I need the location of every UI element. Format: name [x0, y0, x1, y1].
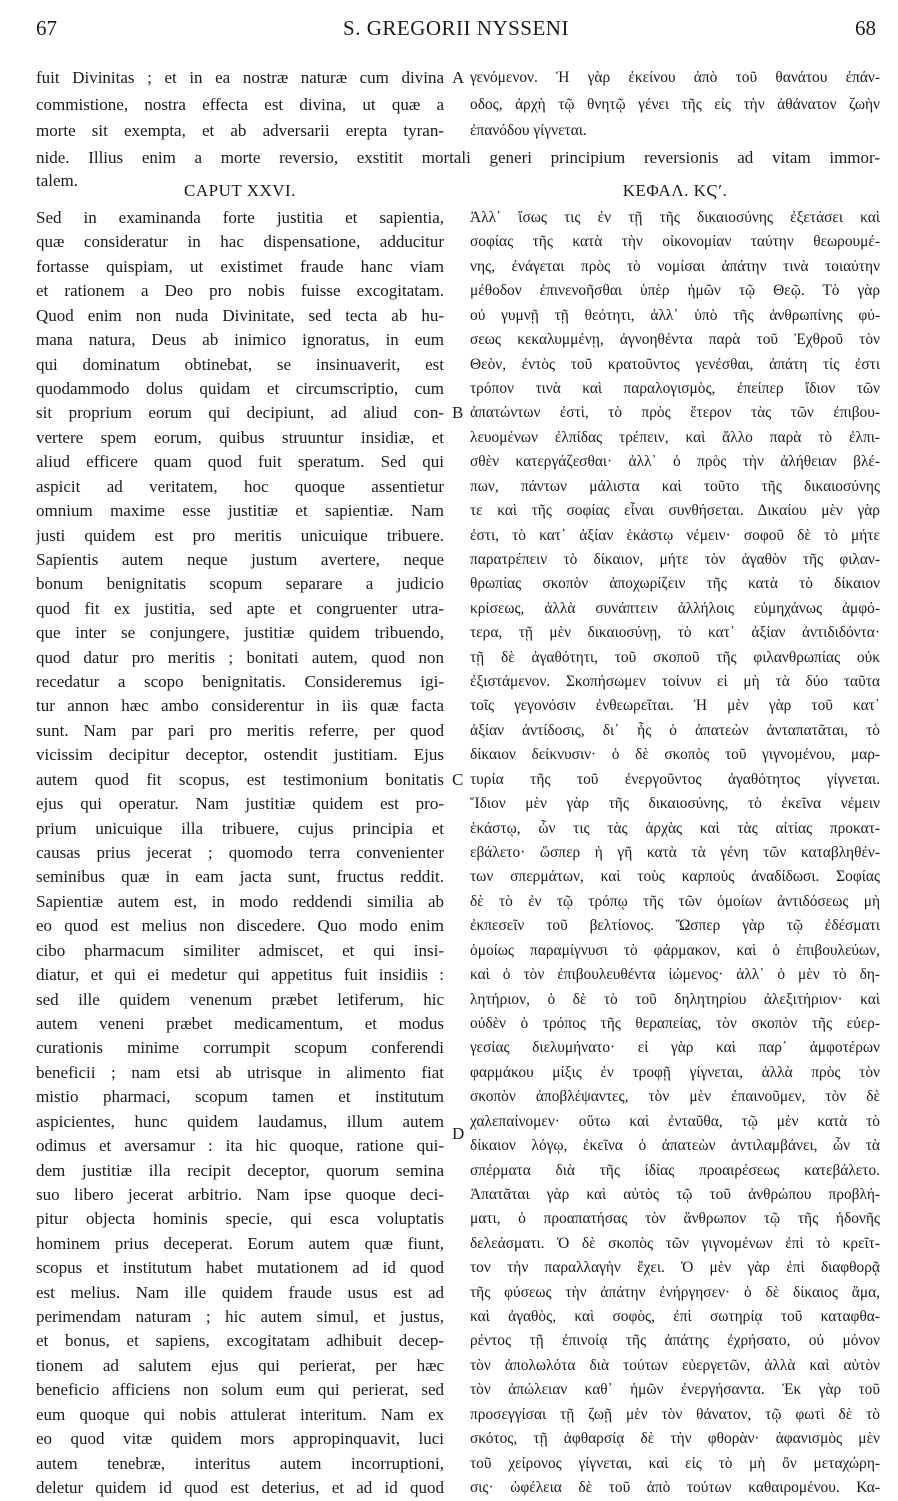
greek-line: οδος, ἀρχὴ τῷ θνητῷ γένει τῆς εἰς τὴν ἀθάνατον ζωὴν	[470, 95, 880, 113]
latin-line: justi quidem est pro meritis unicuique tribuere.	[36, 525, 444, 545]
latin-line: commistione, nostra effecta est divina, ut quæ a	[36, 94, 444, 114]
latin-line: quæ consideratur in hac dispensatione, adducitur	[36, 232, 444, 252]
greek-line: ρέντος τῇ ἐπινοίᾳ τῆς ἀπάτης ἐχρήσατο, οὐ μόνον	[470, 1332, 880, 1350]
greek-line: σκότος, τῇ ἀφθαρσίᾳ δὲ τὴν φθορὰν· ἀφανισμὸς μὲν	[470, 1430, 880, 1448]
greek-line: χαλεπαίνομεν· οὕτω καὶ ἐνταῦθα, τῷ μὲν κατὰ τὸ	[470, 1112, 880, 1130]
greek-line: σις· ὠφέλεια δὲ τοῦ ἀπὸ τούτων καθαιρομένου. Κα-	[470, 1479, 880, 1496]
latin-line: cibo pharmacum similiter admiscet, et qui insi-	[36, 940, 444, 960]
latin-line: scopus et institutum habet mutationem ad id quod	[36, 1258, 444, 1278]
latin-line: sunt. Nam par pari pro meritis referre, per quod	[36, 720, 444, 740]
latin-line: nide. Illius enim a morte reversio, exstitit mortali generi principium reversionis ad vitam immor-	[36, 147, 880, 167]
latin-line: qui dominatum obtinebat, se insinuaverit, est	[36, 354, 444, 374]
greek-line: δίκαιον δείκνυσιν· ὁ δὲ σκοπὸς τοῦ γιγνομένου, μαρ-	[470, 746, 880, 764]
greek-line: κρίσεως, ἀλλὰ συνάπτειν ἀλλήλοις εὐμηχάνως ἀμφό-	[470, 599, 880, 617]
latin-line: mistio pharmaci, scopum tamen et institutum	[36, 1087, 444, 1107]
greek-line: πων, πάντων μάλιστα καὶ τοῦτο τῆς δικαιοσύνης	[470, 477, 880, 495]
latin-line: et bonus, et sapiens, excogitatam adhibuit decep-	[36, 1331, 444, 1351]
greek-line: τὸν ἀπώλειαν καθ᾽ ἡμῶν ἐνεργήσαντα. Ἐκ γὰρ τοῦ	[470, 1381, 880, 1399]
latin-line: aspicientes, hunc quidem laudamus, illum autem	[36, 1111, 444, 1131]
greek-line: δὲ τὸ ἐν τῷ τρόπῳ τῆς τῶν ὁμοίων ἀντιδόσεως μὴ	[470, 892, 880, 910]
greek-line: τοῦ χείρονος γίγνεται, καὶ εἰς τὸ μὴ ὂν μεταχώρη-	[470, 1454, 880, 1472]
latin-line: dem justitiæ illa recipit deceptor, quorum semina	[36, 1160, 444, 1180]
running-title: S. GREGORII NYSSENI	[343, 16, 569, 40]
greek-line: λευομένων ἐλπίδας τρέπειν, καὶ ἄλλο παρὰ τὸ ἐλπι-	[470, 428, 880, 446]
greek-line: ἀξίαν ἀντίδοσις, δι᾽ ἧς ὁ ἀπατεὼν ἀνταπατᾶται, τὸ	[470, 721, 880, 739]
greek-line: σεως κεκαλυμμένῃ, ἀγνοηθέντα παρὰ τοῦ Ἐχθροῦ τὸν	[470, 331, 880, 349]
latin-line: autem quod fit scopus, est testimonium bonitatis	[36, 769, 444, 789]
latin-line: tionem ad salutem ejus qui perierat, per hæc	[36, 1355, 444, 1375]
greek-line: των σπερμάτων, καὶ τοὺς καρποὺς ἀναδίδωσι. Σοφίας	[470, 868, 880, 886]
greek-line: θρωπίας σκοπὸν ἀποχωρίζειν τῆς κατὰ τὸ δίκαιον	[470, 575, 880, 593]
greek-line: τὸν ἀπολωλότα διὰ τούτων εὐεργετῶν, ἀλλὰ καὶ αὐτὸν	[470, 1356, 880, 1374]
latin-line: aliud efficere quam quod fuit speratum. Sed qui	[36, 452, 444, 472]
latin-line: sit proprium eorum qui decipiunt, ad aliud con-	[36, 403, 444, 423]
latin-line: seminibus quæ in eam jacta sunt, fructus reddit.	[36, 867, 444, 887]
page-number-right: 68	[855, 16, 876, 40]
greek-line: Θεὸν, ἐντὸς τοῦ κρατοῦντος γενέσθαι, ἀπάτη τίς ἐστι	[470, 355, 880, 373]
greek-line: καὶ ἀγαθὸς, καὶ σοφὸς, ἐπὶ σωτηρίᾳ τοῦ καταφθα-	[470, 1308, 880, 1326]
greek-line: σθὲν κατεργάζεσθαι· ἀλλ᾽ ὁ πρὸς τὴν ἀλήθειαν βλέ-	[470, 453, 880, 471]
latin-line: fuit Divinitas ; et in ea nostræ naturæ cum divina	[36, 68, 444, 87]
latin-line: talem.	[36, 170, 79, 190]
greek-line: σπέρματα διὰ τῆς ἰδίας προαιρέσεως κατεβάλετο.	[470, 1161, 880, 1179]
greek-line: οὐδὲν ὁ τρόπος τῆς θεραπείας, τὸν σκοπὸν τῆς εὐερ-	[470, 1014, 880, 1032]
page-number-left: 67	[36, 16, 57, 40]
latin-line: hominem prius deceperat. Eorum autem quæ fiunt,	[36, 1233, 444, 1253]
greek-line: τρόπον τινὰ καὶ παραλογισμὸς, ἐπείπερ ἴδιον τῶν	[470, 379, 880, 397]
latin-line: beneficio afficiens non solum eum qui perierat, sed	[36, 1380, 444, 1400]
greek-line: γεσίας διελυμήνατο· εἰ γὰρ καὶ παρ᾽ ἀμφοτέρων	[470, 1039, 880, 1057]
greek-line: τον τὴν παραλλαγὴν ἔχει. Ὁ μὲν γὰρ ἐπὶ διαφθορᾷ	[470, 1259, 880, 1277]
greek-line: τοῖς γεγονόσιν ἐνθεωρεῖται. Ἡ μὲν γὰρ τοῦ κατ᾽	[470, 697, 880, 715]
greek-line: παρατρέπειν τὸ δίκαιον, μήτε τὸν ἀγαθὸν τῆς φιλαν-	[470, 550, 880, 568]
latin-line: bonum benignitatis scopum separare a judicio	[36, 574, 444, 594]
greek-line: τερα, τῇ μὲν δικαιοσύνῃ, τὸ κατ᾽ ἀξίαν ἀντιδιδόντα·	[470, 624, 880, 642]
latin-line: eo quod est melius non discedere. Quo modo enim	[36, 916, 444, 936]
latin-line: eo quod vitæ quidem mors appropinquavit, luci	[36, 1429, 444, 1449]
greek-line: Ἴδιον μὲν γὰρ τῆς δικαιοσύνης, τὸ ἐκεῖνα νέμειν	[470, 795, 880, 813]
greek-line: οὐ γυμνῇ τῇ θεότητι, ἀλλ᾽ ὑπὸ τῆς ἀνθρωπίνης φύ-	[470, 306, 880, 324]
greek-line: δελεάσματι. Ὁ δὲ σκοπὸς τῶν γιγνομένων ἐπὶ τὸ κρεῖτ-	[470, 1234, 880, 1252]
latin-line: vicissim decipitur deceptor, ostendit justitiam. Ejus	[36, 745, 444, 765]
greek-line: ὁμοίως παραμίγνυσι τὸ φάρμακον, καὶ ὁ ἐπιβουλεύων,	[470, 941, 880, 959]
margin-marker: A	[452, 68, 465, 87]
greek-line: γενόμενον. Ἡ γὰρ ἐκείνου ἀπὸ τοῦ θανάτου ἐπάν-	[470, 69, 880, 86]
latin-line: curationis minime corrumpit scopum conferendi	[36, 1038, 444, 1058]
latin-line: quod datur pro meritis ; bonitati autem, quod non	[36, 647, 444, 667]
latin-line: recedatur a scopo benignitatis. Consideremus igi-	[36, 672, 444, 692]
latin-line: ejus qui operatur. Nam justitiæ quidem est pro-	[36, 794, 444, 814]
latin-line: aspicit ad veritatem, hoc quoque assentietur	[36, 476, 444, 496]
chapter-heading-greek: ΚΕΦΑΛ. ΚϚʹ.	[622, 181, 728, 200]
latin-line: est melius. Nam ille quidem fraude usus est ad	[36, 1282, 444, 1302]
greek-line: ἐκπεσεῖν τοῦ βελτίονος. Ὥσπερ γὰρ τῷ ἐδέσματι	[470, 917, 880, 935]
greek-line: ἐξιστάμενον. Σκοπήσωμεν τοίνυν εἰ μὴ τὰ δύο ταῦτα	[470, 673, 880, 691]
latin-line: omnium maxime esse justitiæ et sapientiæ. Nam	[36, 501, 444, 521]
greek-line: νης, ἐνάγεται πρὸς τὸ νομίσαι ἀπάτην τινὰ τοιαύτην	[470, 257, 880, 275]
latin-line: beneficii ; nam etsi ab utrisque in alimento fiat	[36, 1062, 444, 1082]
greek-line: τυρία τῆς τοῦ ἐνεργοῦντος ἀγαθότητος γίγνεται.	[470, 770, 880, 788]
latin-line: pitur objecta hominis specie, qui esca voluptatis	[36, 1209, 444, 1229]
latin-line: causas prius jecerat ; quomodo terra convenienter	[36, 843, 444, 862]
latin-line: quod fit ex justitia, sed apte et congruenter utra-	[36, 598, 444, 618]
greek-line: τῆς φύσεως τὴν ἀπάτην ἐνήργησεν· ὁ δὲ δίκαιος ἅμα,	[470, 1283, 880, 1301]
margin-marker: B	[452, 403, 464, 423]
latin-line: et rationem a Deo pro nobis fuisse excogitatam.	[36, 281, 444, 301]
latin-line: autem veneni præbet medicamentum, et modus	[36, 1013, 444, 1033]
greek-line: προσεγγίσαι τῇ ζωῇ μὲν τὸν θάνατον, τῷ φωτὶ δὲ τὸ	[470, 1405, 880, 1423]
latin-line: odimus et aversamur : ita hic quoque, ratione qui-	[36, 1136, 444, 1156]
greek-line: ἑκάστῳ, ὧν τις τὰς ἀρχὰς καὶ τὰς αἰτίας προκατ-	[470, 819, 880, 837]
latin-line: diatur, et qui ei medetur qui appetitus fuit insidiis :	[36, 965, 444, 985]
latin-line: que inter se conjungere, justitiæ quidem tribuendo,	[36, 623, 444, 643]
greek-line: καὶ ὁ τὸν ἐπιβουλευθέντα ἰώμενος· ἀλλ᾽ ὁ μὲν τὸ δη-	[470, 966, 880, 984]
margin-marker: C	[452, 769, 464, 789]
latin-line: prium unicuique illa tribuere, cujus principia et	[36, 818, 444, 838]
latin-line: deletur quidem id quod est deterius, et ad id quod	[36, 1478, 444, 1497]
latin-line: autem tenebræ, interitus autem incorruptioni,	[36, 1453, 444, 1473]
latin-line: Sapientis autem neque justum avertere, neque	[36, 549, 444, 569]
greek-line: τῇ δὲ ἀγαθότητι, τοῦ σκοποῦ τῆς φιλανθρωπίας οὐκ	[470, 648, 880, 666]
margin-marker: D	[452, 1123, 465, 1143]
greek-line: ματι, ὁ προαπατήσας τὸν ἄνθρωπον τῷ τῆς ἡδονῆς	[470, 1210, 880, 1228]
greek-line: τε καὶ τῆς σοφίας εἶναι συνθήσεται. Δικαίου μὲν γὰρ	[470, 502, 880, 520]
latin-line: tur annon hæc ambo considerentur in iis quæ facta	[36, 696, 444, 716]
greek-line: μέθοδον ἐπινενοῆσθαι ὑπὲρ ἡμῶν τῷ Θεῷ. Τὸ γὰρ	[470, 282, 880, 300]
greek-line: σοφίας τῆς κατὰ τὴν οἰκονομίαν ταύτην θεωρουμέ-	[470, 233, 880, 251]
greek-line: δίκαιον λόγῳ, ἐκεῖνα ὁ ἀπατεὼν ἀντιλαμβάνει, ὧν τὰ	[470, 1137, 880, 1155]
latin-line: Sed in examinanda forte justitia et sapientia,	[36, 208, 444, 227]
latin-line: Quod enim non nuda Divinitate, sed tecta ab hu-	[36, 305, 444, 325]
latin-line: eum quoque qui nobis attulerat interitum. Nam ex	[36, 1404, 444, 1424]
greek-line: Ἀλλ᾽ ἴσως τις ἐν τῇ τῆς δικαιοσύνης ἐξετάσει καὶ	[470, 209, 880, 226]
greek-line: εβάλετο· ὥσπερ ἡ γῆ κατὰ τὰ γένη τῶν καταβληθέν-	[470, 844, 880, 861]
greek-line: ἐστι, τὸ κατ᾽ ἀξίαν ἑκάστῳ νέμειν· σοφοῦ δὲ τὸ μήτε	[470, 526, 880, 544]
greek-line: ἐπανόδου γίγνεται.	[470, 122, 587, 139]
greek-line: λητήριον, ὁ δὲ τὸ τοῦ δηλητηρίου ἀλεξιτήριον· καὶ	[470, 990, 880, 1008]
latin-line: fortasse quispiam, ut existimet fraude hanc viam	[36, 256, 444, 276]
latin-line: mana natura, Deus ab inimico ignoratus, in eum	[36, 330, 444, 350]
latin-line: perimendam naturam ; hic autem simul, et justus,	[36, 1307, 444, 1327]
latin-line: vertere spem eorum, quibus struuntur insidiæ, et	[36, 427, 444, 447]
latin-line: quodammodo dolus quidam et circumscriptio, cum	[36, 378, 444, 398]
latin-line: morte sit exempta, et ab adversarii erepta tyran-	[36, 121, 444, 140]
greek-line: φαρμάκου μίξις ἐν τροφῇ γίγνεται, ἀλλὰ πρὸς τὸν	[470, 1063, 880, 1081]
latin-line: suo libero jecerat arbitrio. Nam ipse quoque deci-	[36, 1184, 444, 1204]
chapter-heading-latin: CAPUT XXVI.	[184, 181, 296, 200]
greek-line: σκοπὸν ἀποβλέψαντες, τὸν μὲν ἐπαινοῦμεν, τὸν δὲ	[470, 1088, 880, 1106]
running-header	[36, 8, 876, 48]
greek-line: Ἀπατᾶται γὰρ καὶ αὐτὸς τῷ τοῦ ἀνθρώπου προβλή-	[470, 1185, 880, 1203]
latin-line: sed ille quidem venenum præbet letiferum, hic	[36, 989, 444, 1009]
latin-line: Sapientiæ autem est, in modo reddendi similia ab	[36, 891, 444, 911]
greek-line: ἀπατώντων ἐστὶ, τὸ πρὸς ἕτερον τὰς τῶν ἐπιβου-	[470, 404, 880, 422]
